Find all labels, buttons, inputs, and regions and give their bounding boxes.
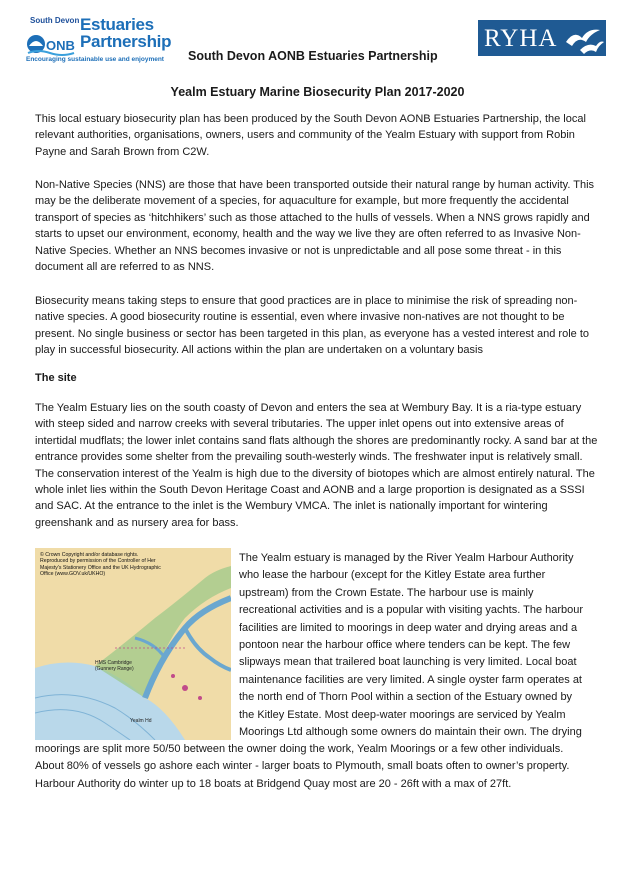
harbour-line: slipways mean that trailered boat launching is very limited. Local boat: [239, 656, 577, 669]
logo-title-line-2: Partnership: [80, 32, 172, 51]
harbour-line: recreational activities and is a popular with visiting yachts. The harbour: [239, 604, 584, 617]
intro-paragraph: This local estuary biosecurity plan has been produced by the South Devon AONB Estuaries Partnership, the local relevant authorities, organisations, owners, users and community of the Yealm Estuary with support from Robin Payne and Sarah Brown from C2W.: [35, 113, 586, 158]
site-heading: The site: [35, 372, 77, 384]
harbour-line: Moorings Ltd although some owners do maintain their own. The drying: [239, 726, 582, 739]
harbour-line: moorings are split more 50/50 between the owner doing the work, Yealm Moorings or a few other individuals.: [35, 743, 564, 755]
ryha-logo: [478, 20, 606, 56]
harbour-line: The Yealm estuary is managed by the River Yealm Harbour Authority: [239, 552, 574, 564]
harbour-paragraph-wrapped: [239, 550, 603, 741]
site-paragraph: The Yealm Estuary lies on the south coasty of Devon and enters the sea at Wembury Bay. It is a ria-type estuary with steep sided and narrow creeks with several tributaries. The upper inlet opens out into extensive areas of intertidal mudflats; the lower inlet contains sand flats although the shores are predominantly rocky. A sand bar at the entrance provides some shelter from the prevailing south-westerly winds. The freshwater input is relatively small. The conservation interest of the Yealm is high due to the diversity of biotopes which are almost entirely natural. The whole inlet lies within the South Devon Heritage Coast and AONB and a large proportion is designated as a SSSI and SAC. At the entrance to the inlet is the Wembury VMCA. The inlet is nationally important for wintering greenshank and as nursery area for bass.: [35, 402, 598, 529]
logo-south-devon-text: South Devon: [30, 16, 80, 25]
harbour-line: Harbour Authority do winter up to 18 boats at Bridgend Quay most are 20 - 26ft with a max of 27ft.: [35, 777, 512, 790]
biosecurity-paragraph: Biosecurity means taking steps to ensure that good practices are in place to minimise the risk of spreading non-native species. A good biosecurity routine is essential, even where invasive non-natives are not thought to be present. No single business or sector has been targeted in this plan, as everyone has a vested interest and role to play in successful biosecurity. All actions within the plan are undertaken on a voluntary basis: [35, 295, 589, 357]
svg-text:ONB: ONB: [46, 38, 75, 53]
harbour-line: the Kitley Estate. Most deep-water moorings are serviced by Yealm: [239, 708, 566, 721]
estuary-chart-map: [35, 548, 231, 740]
map-label-yealm-head: Yealm Hd: [130, 718, 152, 724]
harbour-paragraph-continued: [35, 741, 605, 793]
harbour-line: pontoon near the harbour office where tenders can be kept. The few: [239, 639, 571, 652]
harbour-line: the north end of Thorn Pool within a section of the Estuary owned by: [239, 691, 573, 704]
harbour-line: maintenance facilities are very limited. A single oyster farm operates at: [239, 673, 582, 686]
harbour-line: upstream) from the Crown Estate. The harbour use is mainly: [239, 586, 534, 599]
map-copyright-credit: © Crown Copyright and/or database rights. Reproduced by permission of the Controller of Her Majesty's Stationery Office and the UK Hydrographic Office (www.GOV.uk/UKHO): [40, 552, 161, 577]
harbour-line: who lease the harbour (except for the Kitley Estate area further: [239, 569, 546, 582]
map-label-gunnery: HMS Cambridge (Gunnery Range): [95, 660, 134, 672]
harbour-line: About 80% of vessels go ashore each winter - larger boats to Plymouth, small boats often to owner’s property.: [35, 760, 570, 773]
logo-tagline: Encouraging sustainable use and enjoyment: [26, 56, 164, 63]
logo-title: [80, 16, 171, 50]
logo-title-line-1: Estuaries: [80, 15, 154, 34]
ryha-logo-text: RYHA: [484, 25, 558, 52]
birds-icon: [560, 20, 606, 56]
nns-paragraph: Non-Native Species (NNS) are those that have been transported outside their natural range by human activity. This may be the deliberate movement of a species, for aquaculture for example, but more frequently the accidental transport of species as ‘hitchhikers’ such as those attached to the hulls of vessels. When a NNS grows rapidly and starts to upset our environment, economy, health and the way we live they are often referred to as Invasive Non-Native Species. Whether an NNS becomes invasive or not is unpredictable and all pose some threat - in this document all are referred to as NNS.: [35, 179, 595, 274]
harbour-line: facilities are limited to moorings in deep water and drying areas and a: [239, 621, 578, 634]
document-title: Yealm Estuary Marine Biosecurity Plan 2017-2020: [170, 85, 465, 99]
organisation-heading: South Devon AONB Estuaries Partnership: [188, 49, 438, 63]
estuaries-partnership-logo: [26, 16, 186, 66]
